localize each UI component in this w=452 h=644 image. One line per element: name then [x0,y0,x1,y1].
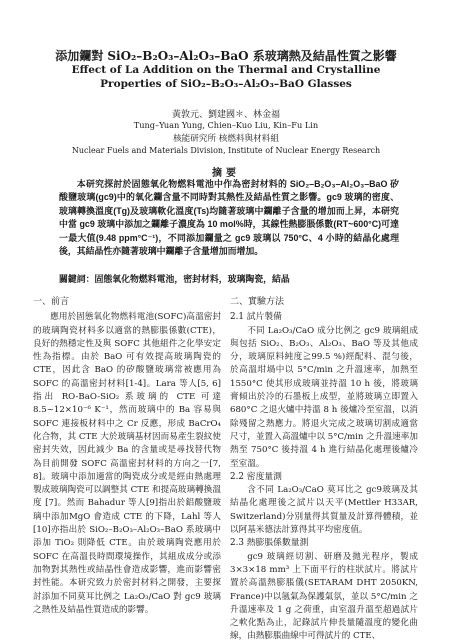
title-english: Effect of La Addition on the Thermal and Crystalline Properties of SiO₂–B₂O₃–Al₂O₃–BaO Glasses [71,64,381,90]
introduction-text: 應用於固態氧化物燃料電池(SOFC)高溫密封的玻璃陶瓷材料多以適當的熱膨脹係數(CTE)，良好的熱穩定性及與 SOFC 其他組件之化學安定性為指標。由於 BaO 可有效提高玻璃陶瓷的 CTE，因此含 BaO 的矽酸鹽玻璃常被應用為 SOFC 的高溫密封材料[1-4]。Lara 等人[5, 6]指出 RO-BaO-SiO₂ 系玻璃的 CTE 可達 8.5~12×10⁻⁶ K⁻¹，然而玻璃中的 Ba 容易與 SOFC 連接板材料中之 Cr 反應，形成 BaCrO₄ 化合物，其 CTE 大於玻璃基材因而易產生裂紋使密封失效，因此減少 Ba 的含量或是尋找替代物為目前開發 SOFC 高溫密封材料的方向之一[7, 8]。玻璃中添加適當的陶瓷成分或是經由熱處理製成玻璃陶瓷可以調整其 CTE 和提高玻璃轉換溫度 [7]。然而 Bahadur 等人[9]指出於鋁酸鹽玻璃中添加MgO 會造成 CTE 的下降，Lahl 等人[10]亦指出於 SiO₂–B₂O₃–Al₂O₃–BaO 系玻璃中添加 TiO₂ 則降低 CTE。由於玻璃陶瓷應用於 SOFC 在高溫長時間環境操作，其組成成分或添加物對其熱性或結晶性會造成影響，進而影響密封性能。本研究致力於密封材料之開發，主要探討添加不同莫耳比例之 La₂O₃/CaO 對 gc9 玻璃之熱性及結晶性質造成的影響。 [33,312,221,615]
left-column [33,296,221,617]
title-chinese: 添加鑭對 SiO₂–B₂O₃–Al₂O₃–BaO 系玻璃熱及結晶性質之影響 [55,49,397,63]
authors-chinese: 黃敦元、劉建國＊、林金福 [171,110,280,120]
cte-text: gc9 玻璃經切割、研磨及拋光程序，製成 3×3×18 mm³ 上下面平行的柱狀試片。將試片置於高溫熱膨脹儀(SETARAM DHT 2050KN, France)中以氬氣為保護氣氛，並以 5°C/min 之升溫速率及 1 g 之荷重，由室溫升溫至超過試片之軟化點為止，記錄試片伸長量隨溫度的變化曲線，由熱膨脹曲線中可得試片的 CTE、 [230,551,418,642]
subsection-heading-density: 2.2 密度量測 [230,471,282,482]
section-heading-introduction: 一、前言 [33,297,70,307]
sample-prep-text: 不同 La₂O₃/CaO 成分比例之 gc9 玻璃組成與包括 SiO₂、B₂O₃、Al₂O₃、BaO 等及其他成分，玻璃原料純度≧99.5 %)經配料、混勻後，於高溫坩堝中以 5°C/min 之升溫速率，加熱至 1550°C 使其形成玻璃並持溫 10 h 後，將玻璃膏傾出於冷的石墨板上成型，並將玻璃立即置入 680°C 之退火爐中持溫 8 h 後爐冷至室溫，以消除殘留之熱應力。將退火完成之玻璃切割成適當尺寸，並置入高溫爐中以 5°C/min 之升溫速率加熱至 750°C 後持溫 4 h 進行結晶化處理後爐冷至室溫。 [230,325,418,469]
keywords: 關鍵詞：固態氧化物燃料電池，密封材料，玻璃陶瓷，結晶 [59,274,290,284]
abstract-body [59,178,399,258]
subsection-heading-sample-prep: 2.1 試片製備 [230,312,282,323]
authors-english: Tung–Yuan Yung, Chien–Kuo Liu, Kin–Fu Lin [133,120,319,130]
abstract-text: 本研究探討於固態氧化物燃料電池中作為密封材料的 SiO₂–B₂O₃–Al₂O₃–BaO 矽酸鹽玻璃(gc9)中的氧化鑭含量不同時對其熱性及結晶性質之影響。gc9 玻璃的密度、玻璃轉換溫度(Tg)及玻璃軟化溫度(Ts)均隨著玻璃中鑭離子含量的增加而上昇，本研究中當 gc9 玻璃中添加之鑭離子濃度為 10 mol%時，其線性熱膨脹係數(RT~600°C)可達一最大值(9.48 ppm°C⁻¹)，不同添加鑭量之 gc9 玻璃以 750°C、4 小時的結晶化處理後，其結晶性亦隨著玻璃中鑭離子含量增加而增加。 [59,179,399,257]
section-heading-methods: 二、實驗方法 [230,297,285,307]
affiliation-english: Nuclear Fuels and Materials Division, Institute of Nuclear Energy Research [71,146,381,155]
right-column [230,296,418,644]
abstract-heading: 摘要 [212,168,240,179]
affiliation-chinese: 核能研究所 核燃料與材料組 [173,134,279,144]
subsection-heading-cte: 2.3 熱膨脹係數量測 [230,538,309,549]
density-text: 含不同 La₂O₃/CaO 莫耳比之 gc9玻璃及其結晶化處理後之試片以天平(Mettler H33AR, Switzerland)分別量得其質量及計算得體積，並以阿基米德法計算得其平均密度值。 [230,485,418,536]
